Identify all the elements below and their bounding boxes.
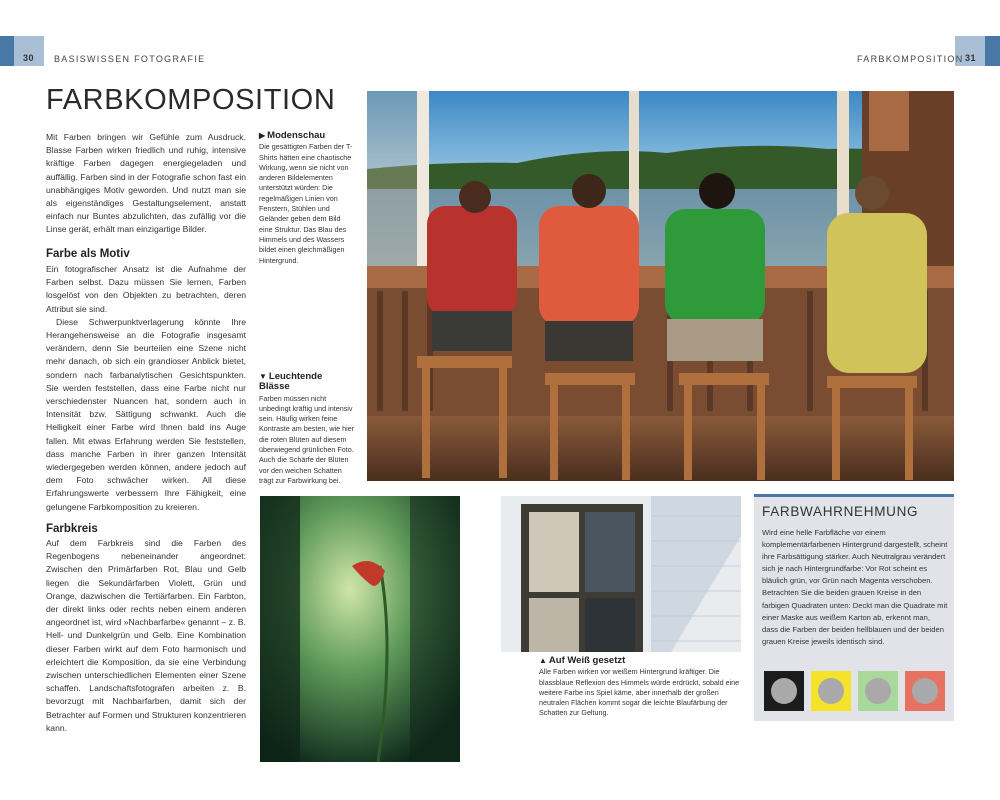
photo-calla-lily: [260, 496, 460, 762]
caption-title: Modenschau: [267, 130, 326, 141]
caption-auf-weiss-gesetzt: [539, 656, 743, 719]
caption-title: Leuchtende Blässe: [259, 371, 323, 393]
caption-text: Alle Farben wirken vor weißem Hintergrund kräftiger. Die blassblaue Reflexion des Himmels würde erdrückt, sobald eine weitere Farbe ins Spiel käme, aber innerhalb der großen neutralen Flächen kommt sogar die leichte Blaufärbung der Schatten zur Geltung.: [539, 667, 740, 718]
arrow-right-icon: ▶: [259, 131, 266, 140]
page-number-left: 30: [23, 53, 35, 63]
swatch-green: [858, 671, 898, 711]
swatch-yellow: [811, 671, 851, 711]
paragraph: Diese Schwerpunktverlagerung könnte Ihre Herangehensweise an die Fotografie insgesamt verändern, denn Sie beurteilen eine Szene nicht mehr danach, ob sich ein grandioser Anblick bietet, sondern nach farbanalytischen Gesichtspunkten. Sie werden feststellen, dass eine Farbe nicht nur verschiedenster Nuancen hat, sondern auch in Intensität bzw. Sättigung schwankt. Auch die Helligkeit einer Farbe wird Ihnen bald ins Auge fallen. Mit etwas Erfahrung werden Sie feststellen, dass manche Farben in ihrer ganzen Intensität wiedergegeben werden können, andere jedoch auf dem Foto schwächer wirken. All diese Erfahrungswerte verbessern Ihre Fähigkeit, eine gelungene Farbkomposition zu kreieren.: [46, 316, 246, 512]
right-page-tab: [985, 36, 1000, 66]
section-farbe-als-motiv: [46, 263, 246, 514]
page-title: FARBKOMPOSITION: [46, 84, 336, 116]
gray-circle: [818, 678, 844, 704]
intro-text: [46, 131, 246, 237]
page-number-right: 31: [965, 53, 977, 63]
running-head-right: FARBKOMPOSITION: [857, 54, 964, 64]
caption-heading: [259, 372, 355, 393]
gray-circle: [865, 678, 891, 704]
gray-circle: [771, 678, 797, 704]
arrow-up-icon: ▲: [539, 656, 547, 665]
running-head-left: BASISWISSEN FOTOGRAFIE: [54, 54, 206, 64]
left-page-tab: [0, 36, 14, 66]
section-heading-farbe-als-motiv: Farbe als Motiv: [46, 248, 130, 260]
section-heading-farbkreis: Farbkreis: [46, 523, 98, 535]
gray-circle: [912, 678, 938, 704]
caption-text: Die gesättigten Farben der T-Shirts hätten eine chaotische Wirkung, wenn sie nicht von anderen Bildelementen unterstützt würden: Die regelmäßigen Linien von Fenstern, Stühlen und Geländer geben dem Bild eine Struktur. Das Blau des Himmels und des Wassers bildet einen gleichmäßigen Hintergrund.: [259, 142, 353, 265]
caption-title: Auf Weiß gesetzt: [548, 655, 626, 666]
swatch-red: [905, 671, 945, 711]
caption-heading: [259, 131, 355, 141]
sidebar-heading: FARBWAHRNEHMUNG: [762, 504, 919, 519]
arrow-down-icon: ▼: [259, 372, 267, 381]
photo-cafe-bar: [367, 91, 954, 481]
paragraph: Ein fotografischer Ansatz ist die Aufnahme der Farben selbst. Dazu müssen Sie lernen, Farben losgelöst von den Objekten zu betrachten, deren Attribut sie sind.: [46, 264, 246, 314]
caption-text: Farben müssen nicht unbedingt kräftig und intensiv sein. Häufig wirken feine Kontraste am besten, wie hier die roten Blüten auf diesem überwiegend grünlichen Foto. Auch die Schärfe der Blüten vor den weichen Schatten trägt zur Farbwirkung bei.: [259, 393, 355, 485]
photo-white-wall-window: [501, 496, 741, 652]
paragraph: Auf dem Farbkreis sind die Farben des Regenbogens nebeneinander angeordnet: Zwischen den Primärfarben Rot, Blau und Gelb liegen die Sekundärfarben Violett, Grün und Orange, dazwischen die Tertiärfarben. Ein Farbton, der direkt links oder rechts neben einem anderen angeordnet ist, wird »Nachbarfarbe« genannt – z. B. Hell- und Dunkelgrün und Gelb. Eine Kombination dieser Farben wirkt auf dem Foto harmonisch und erleichtert die Komposition, da sie eine Verbindung zwischen unterschiedlichen Elementen einer Szene schaffen. Landschaftsfotografen arbeiten z. B. bevorzugt mit Nachbarfarben, damit sich der Betrachter auf Formen und Strukturen konzentrieren kann.: [46, 538, 246, 733]
swatch-black: [764, 671, 804, 711]
caption-heading: [539, 656, 743, 666]
intro-paragraph: Mit Farben bringen wir Gefühle zum Ausdruck. Blasse Farben wirken friedlich und ruhig, intensive kräftige Farben dagegen energiegeladen und auffällig. Farben sind in der Fotografie schon fast ein unabhängiges Motiv geworden. Und nutzt man sie als eigenständiges Gestaltungselement, anstatt einfach nur Buntes abzulichten, das zufällig vor die Linse gerät, erhält man einzigartige Bilder.: [46, 132, 247, 235]
caption-leuchtende-blaesse: [259, 372, 355, 486]
sidebar-text: Wird eine helle Farbfläche vor einem komplementärfarbenen Hintergrund dargestellt, scheint ihre Farbsättigung stärker. Auch Neutralgrau verändert sich je nach Hintergrundfarbe: Vor Rot scheint es bläulich grün, vor Grün nach Magenta verschoben. Betrachten Sie die beiden grauen Kreise in den farbigen Quadraten unten: Deckt man die Quadrate mit einer Maske aus weißem Karton ab, erkennt man, dass die Farben der beiden hellblauen und der beiden grauen Kreise jeweils identisch sind.: [762, 528, 948, 646]
caption-modenschau: [259, 131, 355, 266]
section-farbkreis: [46, 537, 246, 735]
sidebar-farbwahrnehmung: [754, 494, 954, 721]
